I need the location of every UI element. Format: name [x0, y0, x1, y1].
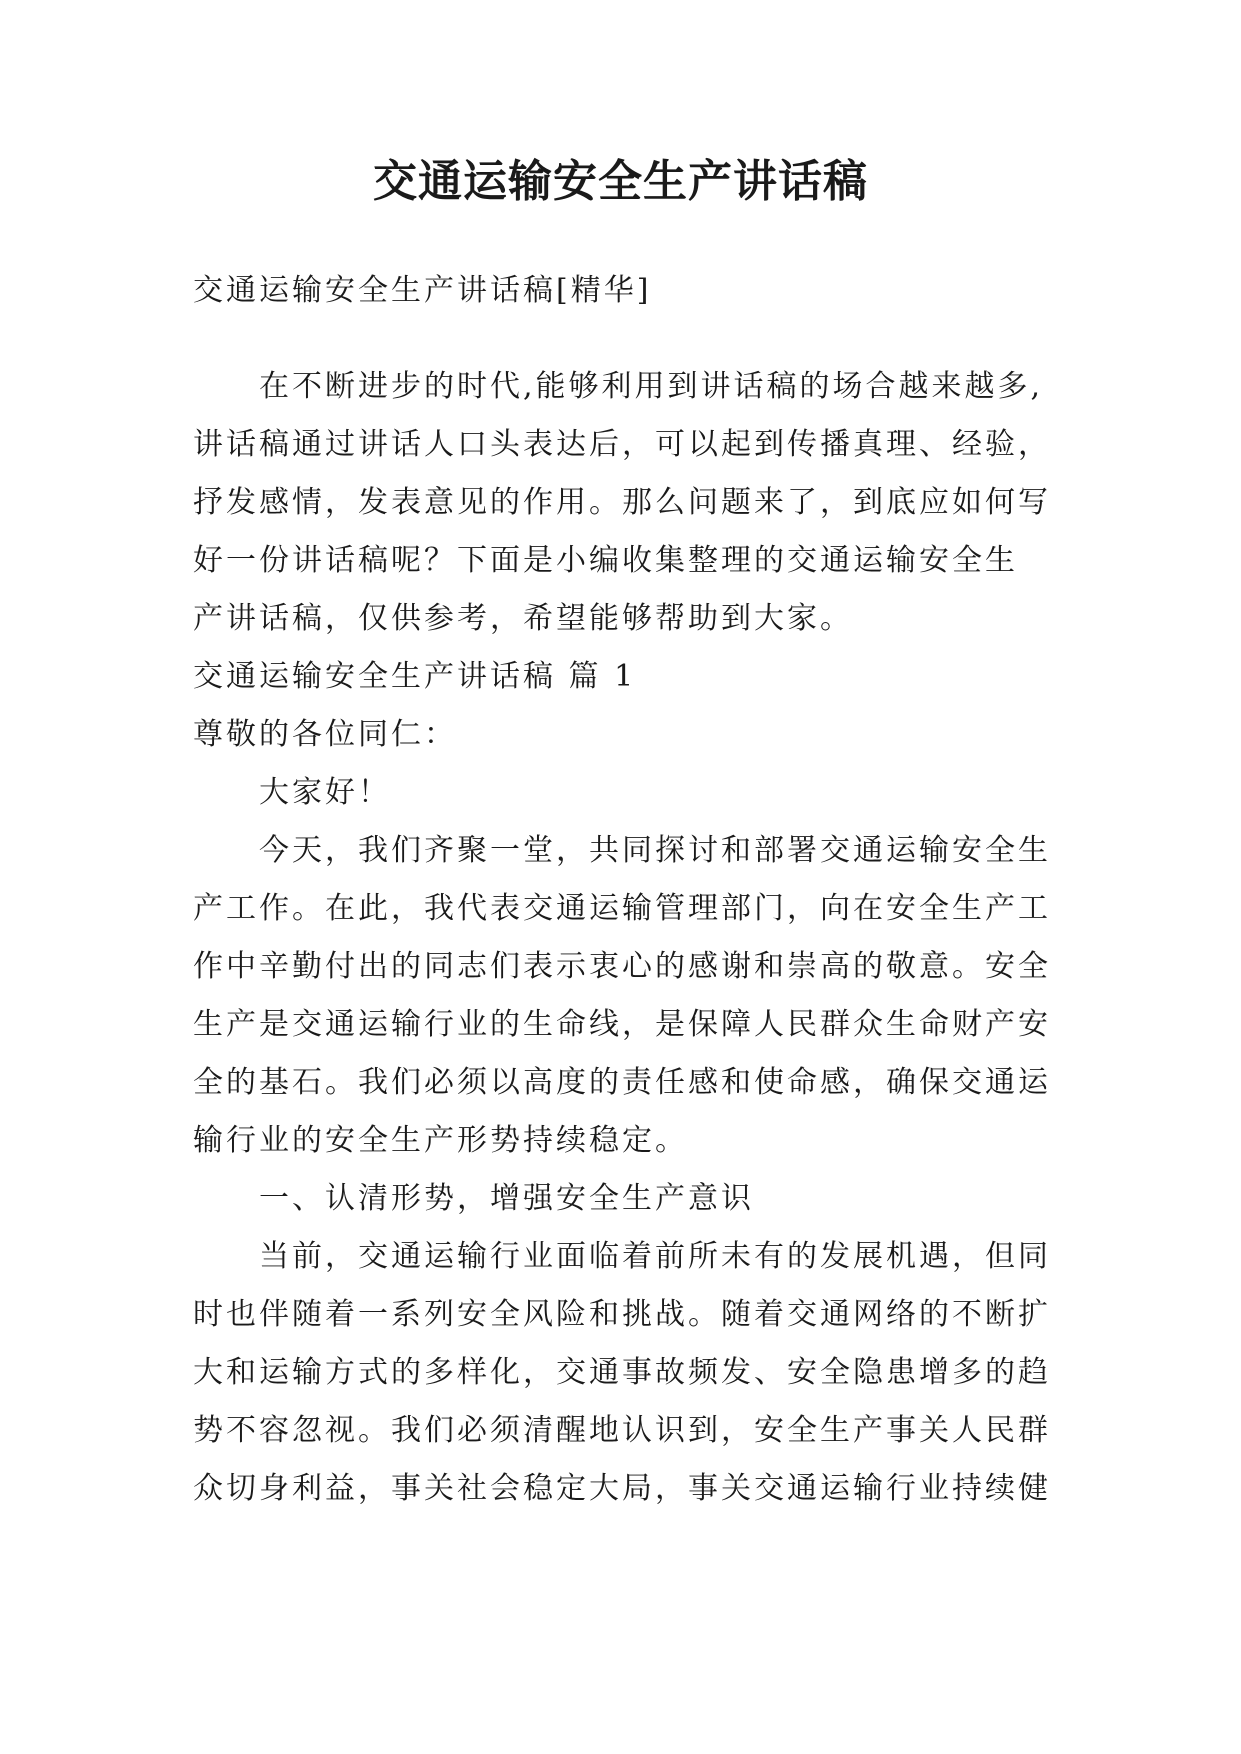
text-line: 抒发感情，发表意见的作用。那么问题来了，到底应如何写 [193, 485, 1051, 520]
text-line: 众切身利益，事关社会稳定大局，事关交通运输行业持续健 [193, 1471, 1051, 1506]
text-line: 当前，交通运输行业面临着前所未有的发展机遇，但同 [259, 1239, 1051, 1274]
text-line: 讲话稿通过讲话人口头表达后，可以起到传播真理、经验， [193, 427, 1051, 462]
text-line: 全的基石。我们必须以高度的责任感和使命感，确保交通运 [193, 1065, 1051, 1100]
text-line: 时也伴随着一系列安全风险和挑战。随着交通网络的不断扩 [193, 1297, 1051, 1332]
text-line: 输行业的安全生产形势持续稳定。 [193, 1123, 688, 1158]
text-line: 产讲话稿，仅供参考，希望能够帮助到大家。 [193, 601, 853, 636]
document-title: 交通运输安全生产讲话稿 [373, 156, 868, 207]
subsection-heading: 一、认清形势，增强安全生产意识 [259, 1181, 754, 1216]
text-line: 大和运输方式的多样化，交通事故频发、安全隐患增多的趋 [193, 1355, 1051, 1390]
text-line: 在不断进步的时代,能够利用到讲话稿的场合越来越多, [259, 369, 1044, 404]
text-line: 势不容忽视。我们必须清醒地认识到，安全生产事关人民群 [193, 1413, 1051, 1448]
text-line: 产工作。在此，我代表交通运输管理部门，向在安全生产工 [193, 891, 1051, 926]
document-body [193, 262, 1073, 1518]
document-subtitle: 交通运输安全生产讲话稿[精华] [193, 273, 652, 308]
section-heading: 交通运输安全生产讲话稿 篇 1 [193, 659, 637, 694]
text-line: 好一份讲话稿呢？下面是小编收集整理的交通运输安全生 [193, 543, 1018, 578]
text-line: 作中辛勤付出的同志们表示衷心的感谢和崇高的敬意。安全 [193, 949, 1051, 984]
text-line: 今天，我们齐聚一堂，共同探讨和部署交通运输安全生 [259, 833, 1051, 868]
greeting: 大家好！ [259, 775, 391, 810]
text-line: 生产是交通运输行业的生命线，是保障人民群众生命财产安 [193, 1007, 1051, 1042]
salutation: 尊敬的各位同仁： [193, 717, 457, 752]
